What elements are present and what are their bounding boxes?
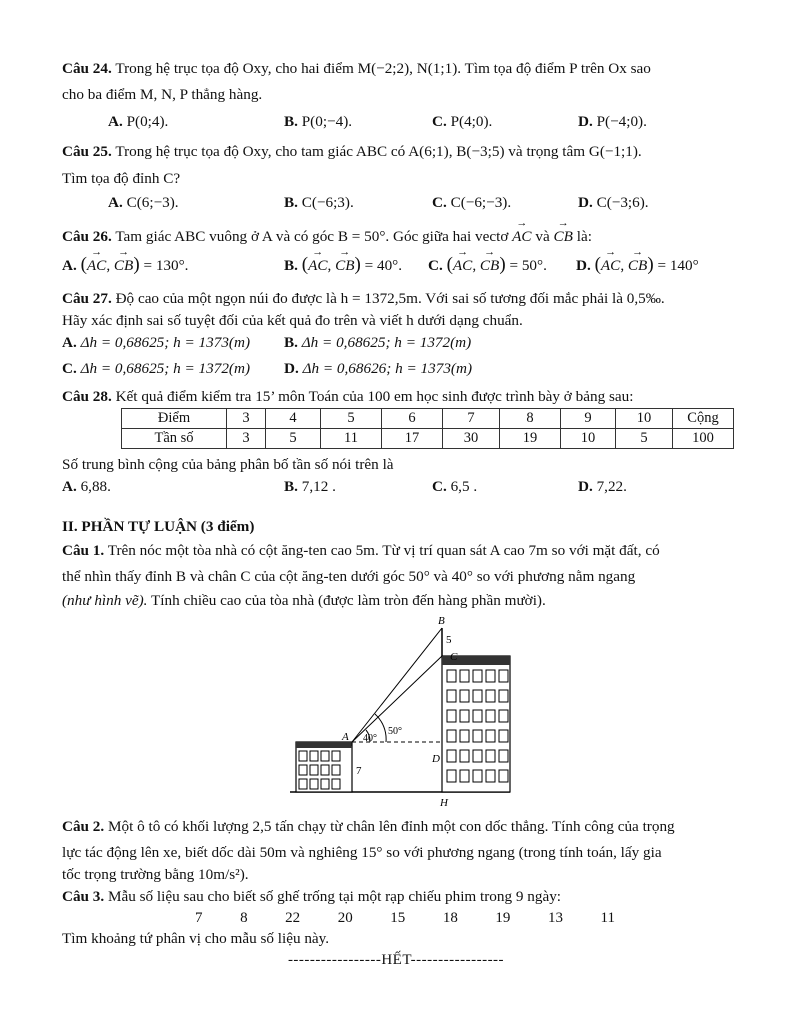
vector-cb: → CB xyxy=(554,228,573,246)
label-d: D xyxy=(432,753,440,765)
vector-cb: → CB xyxy=(628,257,647,275)
option-key: B. xyxy=(284,194,298,211)
q26-option-a: A. (→ AC, → CB) = 130°. xyxy=(62,254,188,276)
q25-option-d xyxy=(578,194,649,212)
option-key: A. xyxy=(62,478,77,495)
option-key: D. xyxy=(576,257,591,274)
q26-and: và xyxy=(535,228,550,245)
option-key: C. xyxy=(432,478,447,495)
option-text: C(−6;3). xyxy=(301,194,354,211)
table-cell: Tần số xyxy=(122,429,227,449)
q27-option-b xyxy=(284,334,471,352)
q26-text: Tam giác ABC vuông ở A và có góc B = 50°. Góc giữa hai vectơ xyxy=(115,228,509,245)
vector-cb: → CB xyxy=(114,257,133,275)
frequency-table xyxy=(121,408,734,449)
table-cell: 8 xyxy=(500,409,561,429)
q25-label: Câu 25. xyxy=(62,143,112,160)
vector-cb: → CB xyxy=(480,257,499,275)
option-text: P(4;0). xyxy=(450,113,493,130)
q24-text: Trong hệ trục tọa độ Oxy, cho hai điểm M(−2;2), N(1;1). Tìm tọa độ điểm P trên Ox sao xyxy=(115,60,651,77)
option-key: A. xyxy=(62,257,77,274)
section-heading: II. PHẦN TỰ LUẬN (3 điểm) xyxy=(62,518,255,535)
label-40: 40° xyxy=(363,733,377,744)
option-key: B. xyxy=(284,478,298,495)
q25-option-a xyxy=(108,194,179,212)
option-key: B. xyxy=(284,257,298,274)
vector-ac: → AC xyxy=(87,257,106,275)
option-text: 6,88. xyxy=(80,478,111,495)
option-key: D. xyxy=(578,478,593,495)
q28-option-d xyxy=(578,478,627,496)
table-cell: 5 xyxy=(266,429,321,449)
option-value: = 40°. xyxy=(364,257,403,274)
table-cell: 10 xyxy=(561,429,616,449)
q24-option-d xyxy=(578,113,647,131)
table-cell: Cộng xyxy=(673,409,734,429)
option-value: = 130°. xyxy=(143,257,189,274)
c2-line3: tốc trọng trường bằng 10m/s²). xyxy=(62,866,249,883)
list-item: 8 xyxy=(240,910,248,926)
q26-option-d: D. (→ AC, → CB) = 140° xyxy=(576,254,699,276)
vector-ac: → AC xyxy=(308,257,327,275)
c2-line2: lực tác động lên xe, biết dốc dài 50m và nghiêng 15° so với phương ngang (trong tính toán, lấy gia xyxy=(62,844,662,861)
q26-label: Câu 26. xyxy=(62,228,112,245)
option-text: Δh = 0,68625; h = 1372(m) xyxy=(80,360,251,377)
table-row xyxy=(122,409,734,429)
q27-option-a xyxy=(62,334,250,352)
table-cell: 9 xyxy=(561,409,616,429)
label-c: C xyxy=(450,651,458,663)
q28-line2: Số trung bình cộng của bảng phân bố tần số nói trên là xyxy=(62,456,394,473)
option-key: D. xyxy=(578,113,593,130)
c3-text: Mẫu số liệu sau cho biết số ghế trống tại một rạp chiếu phim trong 9 ngày: xyxy=(108,888,562,905)
table-row xyxy=(122,429,734,449)
table-cell: 5 xyxy=(616,429,673,449)
q25-line2: Tìm tọa độ đỉnh C? xyxy=(62,170,181,187)
label-a: A xyxy=(342,731,349,743)
footer-end: -----------------HẾT----------------- xyxy=(287,952,505,968)
option-key: D. xyxy=(284,360,299,377)
q24-line1 xyxy=(62,60,651,78)
q24-line2: cho ba điểm M, N, P thẳng hàng. xyxy=(62,86,263,103)
option-key: D. xyxy=(578,194,593,211)
c2-line1 xyxy=(62,818,675,836)
table-cell: Điểm xyxy=(122,409,227,429)
option-key: C. xyxy=(428,257,443,274)
table-cell: 30 xyxy=(443,429,500,449)
q26-option-b: B. (→ AC, → CB) = 40°. xyxy=(284,254,402,276)
vector-ac: → AC xyxy=(601,257,620,275)
table-cell: 4 xyxy=(266,409,321,429)
list-item: 15 xyxy=(390,910,406,926)
option-key: A. xyxy=(62,334,77,351)
sight-line-b xyxy=(352,628,442,742)
q27-option-c xyxy=(62,360,250,378)
vector-ac: → AC xyxy=(512,228,531,246)
q24-option-c xyxy=(432,113,492,131)
option-key: C. xyxy=(432,194,447,211)
q28-option-a xyxy=(62,478,111,496)
q25-option-b xyxy=(284,194,354,212)
option-key: B. xyxy=(284,334,298,351)
option-key: C. xyxy=(432,113,447,130)
label-50: 50° xyxy=(388,726,402,737)
table-cell: 5 xyxy=(321,409,382,429)
label-7: 7 xyxy=(356,765,362,777)
q28-option-c xyxy=(432,478,477,496)
q27-text: Độ cao của một ngọn núi đo được là h = 1372,5m. Với sai số tương đối mắc phải là 0,5‰. xyxy=(115,290,665,307)
q25-line1 xyxy=(62,143,642,161)
c3-label: Câu 3. xyxy=(62,888,105,905)
option-text: C(6;−3). xyxy=(126,194,179,211)
label-5: 5 xyxy=(446,634,452,646)
option-text: Δh = 0,68626; h = 1373(m) xyxy=(302,360,473,377)
q25-text: Trong hệ trục tọa độ Oxy, cho tam giác ABC có A(6;1), B(−3;5) và trọng tâm G(−1;1). xyxy=(115,143,642,160)
c3-line1 xyxy=(62,888,561,906)
table-cell: 19 xyxy=(500,429,561,449)
q28-option-b xyxy=(284,478,336,496)
table-cell: 17 xyxy=(382,429,443,449)
option-text: P(−4;0). xyxy=(596,113,647,130)
list-item: 11 xyxy=(600,910,615,926)
table-cell: 3 xyxy=(227,429,266,449)
q25-option-c xyxy=(432,194,511,212)
option-text: Δh = 0,68625; h = 1372(m) xyxy=(301,334,472,351)
option-text: P(0;−4). xyxy=(301,113,353,130)
c3-line2: Tìm khoảng tứ phân vị cho mẫu số liệu này. xyxy=(62,930,330,947)
q24-option-a xyxy=(108,113,168,131)
table-cell: 11 xyxy=(321,429,382,449)
q24-label: Câu 24. xyxy=(62,60,112,77)
c1-line3 xyxy=(62,592,546,610)
c2-label: Câu 2. xyxy=(62,818,105,835)
option-text: C(−3;6). xyxy=(596,194,649,211)
list-item: 7 xyxy=(195,910,203,926)
option-key: A. xyxy=(108,194,123,211)
list-item: 13 xyxy=(547,910,563,926)
option-text: 7,12 . xyxy=(301,478,336,495)
q28-line1 xyxy=(62,388,633,406)
c1-italic-note: (như hình vẽ). xyxy=(62,592,148,609)
option-text: P(0;4). xyxy=(126,113,169,130)
q26-text-end: là: xyxy=(576,228,592,245)
c1-text-end: Tính chiều cao của tòa nhà (được làm tròn đến hàng phần mười). xyxy=(151,592,546,609)
q26-option-c: C. (→ AC, → CB) = 50°. xyxy=(428,254,547,276)
label-h: H xyxy=(440,797,448,809)
data-list xyxy=(195,910,615,927)
vector-cb: → CB xyxy=(335,257,354,275)
q26-line1 xyxy=(62,228,592,246)
c1-line2: thể nhìn thấy đỉnh B và chân C của cột ăng-ten dưới góc 50° và 40° so với phương nằm ngang xyxy=(62,568,636,585)
option-text: 7,22. xyxy=(596,478,627,495)
c2-text: Một ô tô có khối lượng 2,5 tấn chạy từ chân lên đỉnh một con dốc thẳng. Tính công của trọng xyxy=(108,818,675,835)
table-cell: 7 xyxy=(443,409,500,429)
option-text: Δh = 0,68625; h = 1373(m) xyxy=(80,334,251,351)
q28-text: Kết quả điểm kiểm tra 15’ môn Toán của 100 em học sinh được trình bày ở bảng sau: xyxy=(115,388,634,405)
table-cell: 6 xyxy=(382,409,443,429)
option-text: 6,5 . xyxy=(450,478,478,495)
q24-option-b xyxy=(284,113,352,131)
option-text: C(−6;−3). xyxy=(450,194,512,211)
option-key: A. xyxy=(108,113,123,130)
list-item: 19 xyxy=(495,910,511,926)
label-b: B xyxy=(438,615,445,627)
q27-line2: Hãy xác định sai số tuyệt đối của kết quả đo trên và viết h dưới dạng chuẩn. xyxy=(62,312,523,329)
q27-label: Câu 27. xyxy=(62,290,112,307)
list-item: 22 xyxy=(285,910,301,926)
table-cell: 10 xyxy=(616,409,673,429)
q27-option-d xyxy=(284,360,472,378)
option-key: B. xyxy=(284,113,298,130)
building-figure xyxy=(290,612,710,812)
vector-ac: → AC xyxy=(453,257,472,275)
table-cell: 100 xyxy=(673,429,734,449)
table-cell: 3 xyxy=(227,409,266,429)
option-value: = 140° xyxy=(657,257,699,274)
c1-line1 xyxy=(62,542,660,560)
list-item: 18 xyxy=(442,910,458,926)
c1-label: Câu 1. xyxy=(62,542,105,559)
option-key: C. xyxy=(62,360,77,377)
list-item: 20 xyxy=(337,910,353,926)
q27-line1 xyxy=(62,290,665,308)
option-value: = 50°. xyxy=(509,257,547,274)
c1-text: Trên nóc một tòa nhà có cột ăng-ten cao 5m. Từ vị trí quan sát A cao 7m so với mặt đất, có xyxy=(107,542,660,559)
q28-label: Câu 28. xyxy=(62,388,112,405)
